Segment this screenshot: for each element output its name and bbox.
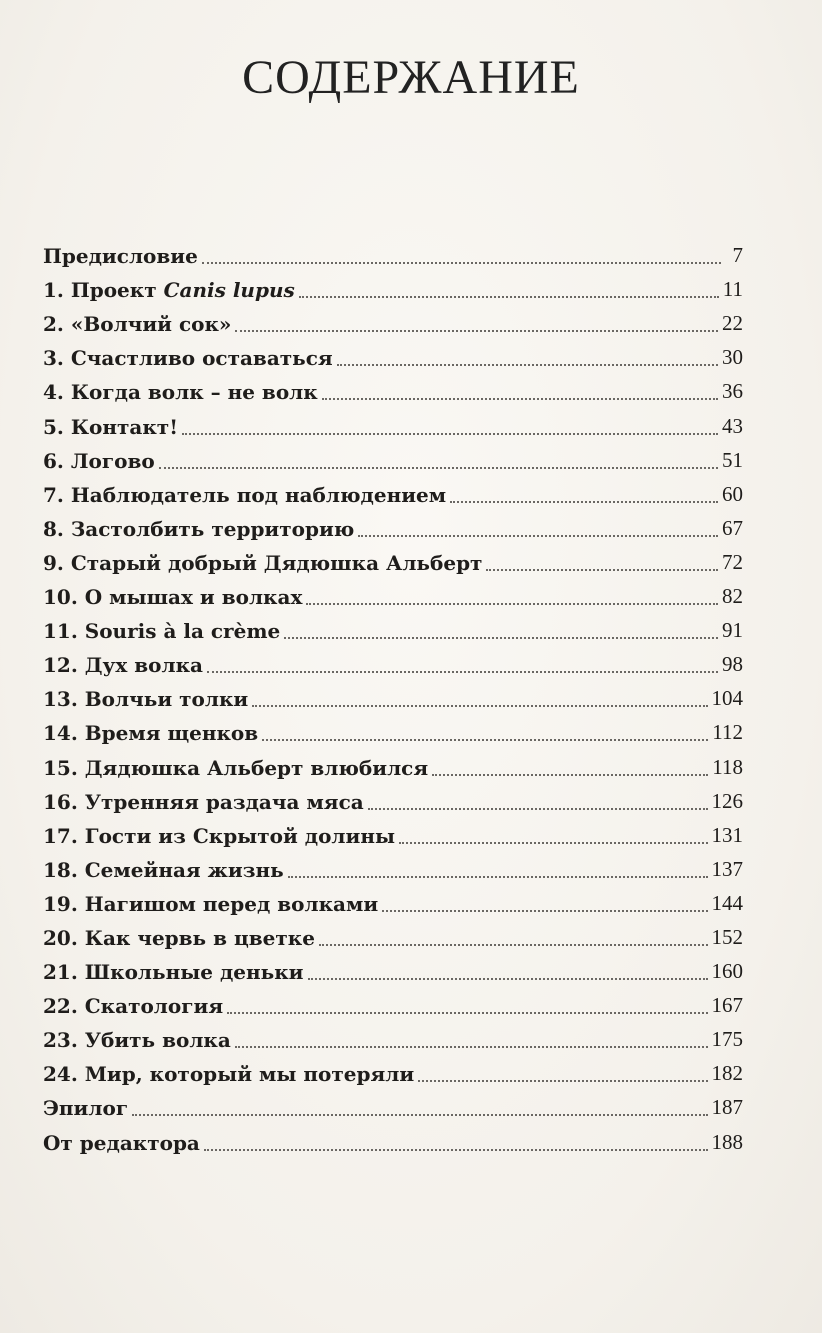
toc-entry [43,645,743,679]
toc-entry-page-number: 137 [711,856,743,881]
toc-entry-title-italic: Canis lupus [163,278,295,303]
page-title: СОДЕРЖАНИЕ [242,51,580,104]
toc-entry-title: 3. Счастливо оставаться [43,346,333,371]
dot-leader [235,330,718,332]
toc-entry-title: 10. О мышах и волках [43,585,303,610]
toc-entry-title [43,278,295,304]
toc-entry [43,884,743,918]
toc-entry [43,816,743,850]
dot-leader [207,671,718,673]
toc-entry-page-number: 104 [711,686,743,711]
dot-leader [159,467,718,469]
toc-entry-title: 24. Мир, который мы потеряли [43,1062,415,1087]
dot-leader [308,978,708,980]
dot-leader [368,808,708,810]
toc-entry-page-number: 187 [711,1095,743,1120]
dot-leader [399,842,707,844]
dot-leader [319,944,708,946]
table-of-contents [43,236,743,1157]
toc-entry-title: 11. Souris à la crème [43,619,281,644]
dot-leader [450,501,718,503]
toc-entry-page-number: 131 [711,822,743,847]
toc-entry [43,577,743,611]
toc-entry-page-number: 160 [711,959,743,984]
toc-entry-page-number: 175 [711,1027,743,1052]
dot-leader [382,910,707,912]
dot-leader [486,569,718,571]
toc-entry [43,986,743,1020]
dot-leader [322,398,718,400]
toc-entry [43,304,743,338]
dot-leader [202,262,721,264]
toc-entry-page-number: 67 [722,515,743,540]
dot-leader [252,705,707,707]
toc-entry-title: 23. Убить волка [43,1028,231,1053]
toc-entry [43,713,743,747]
toc-entry [43,372,743,406]
toc-entry [43,270,743,304]
toc-entry [43,1054,743,1088]
dot-leader [337,364,718,366]
toc-entry-page-number: 51 [722,447,743,472]
toc-entry-title: 19. Нагишом перед волками [43,891,379,916]
toc-entry-title: 18. Семейная жизнь [43,857,284,882]
toc-entry [43,475,743,509]
dot-leader [235,1046,708,1048]
toc-entry-page-number: 11 [722,277,743,302]
toc-entry-title: 4. Когда волк – не волк [43,380,318,405]
toc-entry [43,1088,743,1122]
dot-leader [204,1149,708,1151]
toc-entry [43,1020,743,1054]
toc-entry-page-number: 167 [711,993,743,1018]
toc-entry-title: От редактора [43,1130,200,1155]
toc-entry-page-number: 188 [711,1129,743,1154]
toc-entry-title: 8. Застолбить территорию [43,516,355,541]
toc-entry-title: 15. Дядюшка Альберт влюбился [43,755,429,780]
dot-leader [418,1080,707,1082]
toc-entry-page-number: 182 [711,1061,743,1086]
toc-entry-title: 5. Контакт! [43,414,178,439]
toc-entry-page-number: 60 [722,481,743,506]
toc-entry-page-number: 22 [722,311,743,336]
toc-entry-title: 6. Логово [43,448,155,473]
toc-entry-title: Предисловие [43,244,198,269]
dot-leader [227,1012,707,1014]
toc-entry-page-number: 72 [722,549,743,574]
toc-entry [43,850,743,884]
dot-leader [358,535,718,537]
toc-entry-title: 20. Как червь в цветке [43,925,315,950]
toc-entry [43,952,743,986]
dot-leader [132,1114,707,1116]
toc-entry [43,747,743,781]
toc-entry [43,543,743,577]
toc-entry-page-number: 98 [722,652,743,677]
toc-entry-title: 21. Школьные деньки [43,960,304,985]
toc-entry-page-number: 144 [711,890,743,915]
toc-entry-title: Эпилог [43,1096,129,1121]
toc-entry-title-prefix: 1. Проект [43,278,164,303]
toc-entry-title: 7. Наблюдатель под наблюдением [43,482,447,507]
toc-entry-title: 17. Гости из Скрытой долины [43,823,396,848]
toc-entry-page-number: 43 [722,413,743,438]
toc-entry-title: 12. Дух волка [43,653,203,678]
toc-entry-page-number: 30 [722,345,743,370]
toc-entry [43,1122,743,1156]
toc-entry [43,509,743,543]
dot-leader [182,433,718,435]
toc-entry-title: 9. Старый добрый Дядюшка Альберт [43,550,483,575]
dot-leader [432,774,708,776]
toc-entry-page-number: 118 [712,754,743,779]
toc-entry [43,338,743,372]
toc-entry-page-number: 152 [711,924,743,949]
toc-entry-title: 22. Скатология [43,994,224,1019]
toc-entry [43,441,743,475]
dot-leader [299,296,719,298]
toc-entry [43,611,743,645]
toc-entry-title: 13. Волчьи толки [43,687,249,712]
dot-leader [284,637,718,639]
dot-leader [262,739,708,741]
toc-entry-page-number: 91 [722,618,743,643]
toc-entry [43,782,743,816]
toc-entry-page-number: 36 [722,379,743,404]
toc-entry-title: 14. Время щенков [43,721,259,746]
toc-entry-title: 2. «Волчий сок» [43,312,232,337]
toc-entry [43,406,743,440]
toc-entry-page-number: 126 [711,788,743,813]
toc-entry [43,236,743,270]
toc-entry-page-number: 82 [722,584,743,609]
dot-leader [288,876,708,878]
toc-entry [43,918,743,952]
toc-entry-title: 16. Утренняя раздача мяса [43,789,364,814]
toc-entry-page-number: 112 [712,720,743,745]
dot-leader [306,603,718,605]
toc-entry [43,679,743,713]
toc-entry-page-number: 7 [732,243,743,268]
